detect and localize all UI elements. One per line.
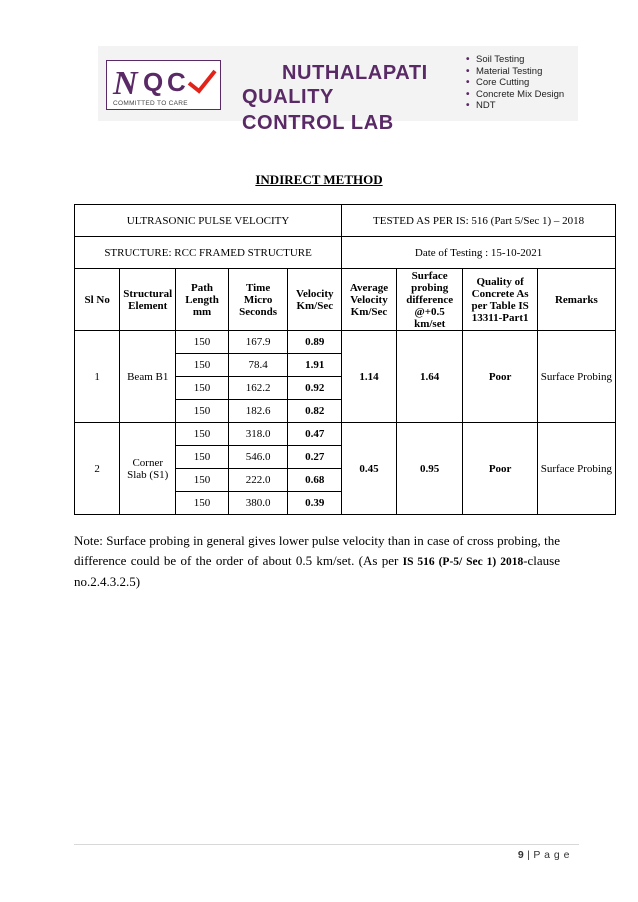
time-cell: 182.6	[228, 400, 288, 423]
col-header-surface: Surface probing difference @+0.5 km/set	[396, 269, 463, 331]
col-header-time: Time Micro Seconds	[228, 269, 288, 331]
col-header-velocity: Velocity Km/Sec	[288, 269, 342, 331]
method-cell: ULTRASONIC PULSE VELOCITY	[75, 205, 342, 237]
velocity-cell: 0.39	[288, 492, 342, 515]
velocity-cell: 1.91	[288, 354, 342, 377]
time-cell: 222.0	[228, 469, 288, 492]
average-cell: 1.14	[342, 331, 397, 423]
velocity-cell: 0.89	[288, 331, 342, 354]
logo-tagline: COMMITTED TO CARE	[113, 100, 188, 107]
service-item: • NDT	[466, 100, 496, 111]
note-clause: -clause no.2.4.3.2.5)	[74, 552, 561, 589]
surface-cell: 1.64	[396, 331, 463, 423]
velocity-cell: 0.68	[288, 469, 342, 492]
svg-text:Q: Q	[143, 67, 164, 97]
remarks-cell: Surface Probing	[537, 331, 615, 423]
velocity-cell: 0.47	[288, 423, 342, 446]
path-cell: 150	[176, 331, 229, 354]
test-date-cell: Date of Testing : 15-10-2021	[342, 237, 616, 269]
element-cell: Corner Slab (S1)	[120, 423, 176, 515]
letterhead-banner	[98, 46, 578, 134]
average-cell: 0.45	[342, 423, 397, 515]
time-cell: 167.9	[228, 331, 288, 354]
time-cell: 162.2	[228, 377, 288, 400]
footer-separator: |	[527, 849, 531, 861]
time-cell: 78.4	[228, 354, 288, 377]
element-cell: Beam B1	[120, 331, 176, 423]
table-info-row	[75, 237, 616, 269]
bullet-icon: •	[466, 100, 470, 111]
standard-cell: TESTED AS PER IS: 516 (Part 5/Sec 1) – 2018	[342, 205, 616, 237]
path-cell: 150	[176, 377, 229, 400]
path-cell: 150	[176, 469, 229, 492]
service-item: • Material Testing	[466, 65, 543, 77]
path-cell: 150	[176, 446, 229, 469]
quality-cell: Poor	[463, 423, 537, 515]
col-header-remarks: Remarks	[537, 269, 615, 331]
path-cell: 150	[176, 423, 229, 446]
svg-text:N: N	[113, 65, 138, 101]
path-cell: 150	[176, 354, 229, 377]
page-number: 9	[517, 849, 525, 861]
upv-results-table	[74, 204, 616, 515]
path-cell: 150	[176, 400, 229, 423]
service-item: • Concrete Mix Design	[466, 88, 565, 100]
time-cell: 546.0	[228, 446, 288, 469]
velocity-cell: 0.92	[288, 377, 342, 400]
lab-name-line2: QUALITY CONTROL LAB	[242, 86, 394, 134]
note-paragraph	[74, 531, 560, 592]
bullet-icon: •	[466, 54, 470, 65]
section-title: INDIRECT METHOD	[255, 172, 383, 187]
company-logo	[106, 60, 221, 110]
time-cell: 318.0	[228, 423, 288, 446]
bullet-icon: •	[466, 88, 470, 100]
svg-text:C: C	[167, 67, 186, 97]
velocity-cell: 0.27	[288, 446, 342, 469]
sl-no-cell: 1	[75, 331, 120, 423]
col-header-path: Path Length mm	[176, 269, 229, 331]
path-cell: 150	[176, 492, 229, 515]
logo-mark-icon	[107, 61, 219, 101]
sl-no-cell: 2	[75, 423, 120, 515]
table-info-row	[75, 205, 616, 237]
lab-name-line1: NUTHALAPATI	[282, 62, 428, 84]
footer-divider	[74, 844, 579, 845]
services-list	[466, 54, 564, 112]
col-header-average: Average Velocity Km/Sec	[342, 269, 397, 331]
remarks-cell: Surface Probing	[537, 423, 615, 515]
service-item: • Core Cutting	[466, 77, 530, 88]
bullet-icon: •	[466, 77, 470, 88]
service-item: • Soil Testing	[466, 54, 525, 65]
page-label: P a g e	[533, 849, 570, 861]
bullet-icon: •	[466, 65, 470, 77]
note-text: Note: Surface probing in general gives lower pulse velocity than in case of cross probing, the difference could be of the order of about 0.5 km/set. (As per	[74, 533, 560, 568]
col-header-element: Structural Element	[120, 269, 176, 331]
table-row	[75, 423, 616, 446]
table-header-row	[75, 269, 616, 331]
col-header-sl-no: Sl No	[75, 269, 120, 331]
note-standard-ref: IS 516 (P-5/ Sec 1) 2018	[402, 555, 524, 568]
lab-name	[242, 62, 442, 136]
page-footer	[518, 849, 570, 861]
velocity-cell: 0.82	[288, 400, 342, 423]
col-header-quality: Quality of Concrete As per Table IS 13311-Part1	[463, 269, 537, 331]
time-cell: 380.0	[228, 492, 288, 515]
quality-cell: Poor	[463, 331, 537, 423]
surface-cell: 0.95	[396, 423, 463, 515]
table-row	[75, 331, 616, 354]
structure-cell: STRUCTURE: RCC FRAMED STRUCTURE	[75, 237, 342, 269]
